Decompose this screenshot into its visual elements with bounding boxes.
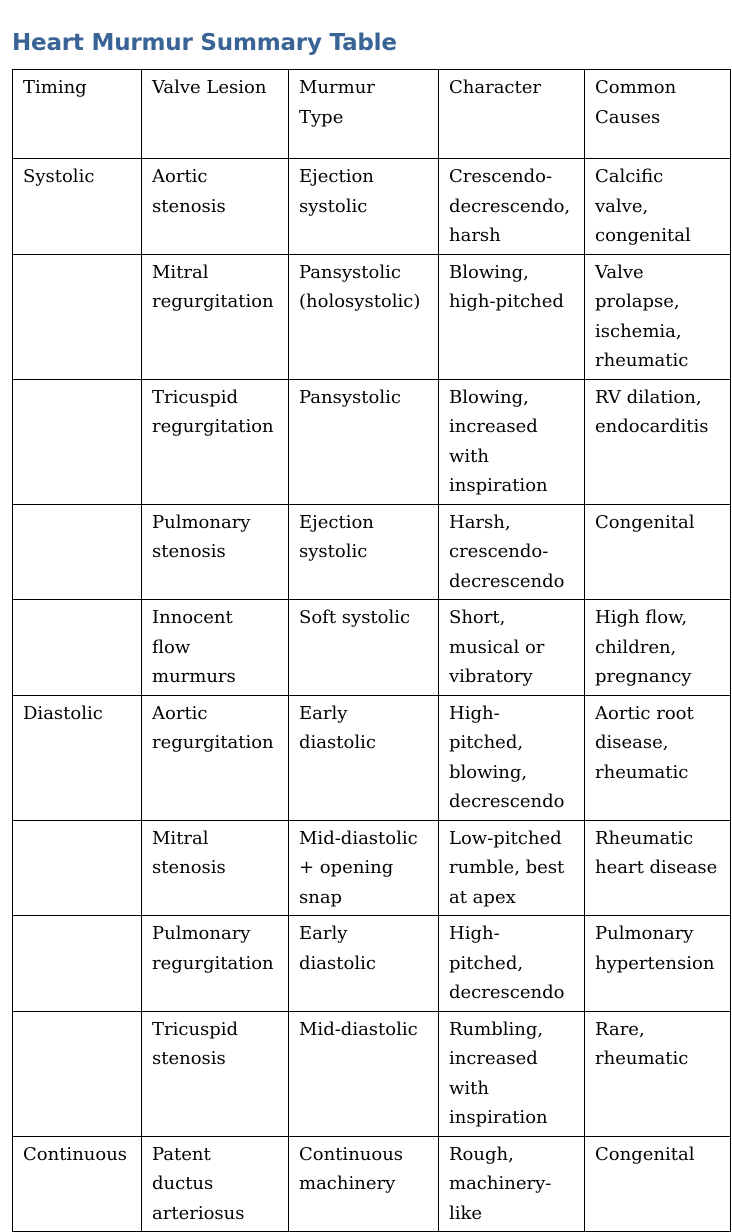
table-cell-character: Blowing, increased with inspiration [439, 379, 585, 504]
table-cell-common-causes: High flow, children, pregnancy [585, 600, 731, 696]
table-cell-character: Crescendo- decrescendo, harsh [439, 159, 585, 255]
table-cell-common-causes: Valve prolapse, ischemia, rheumatic [585, 254, 731, 379]
table-row [13, 1136, 731, 1232]
page-title: Heart Murmur Summary Table [12, 30, 397, 56]
table-cell-valve-lesion: Patent ductus arteriosus [142, 1136, 289, 1232]
table-row [13, 504, 731, 600]
table-cell-murmur-type: Ejection systolic [289, 159, 439, 255]
table-cell-valve-lesion: Aortic regurgitation [142, 695, 289, 820]
table-cell-valve-lesion: Tricuspid regurgitation [142, 379, 289, 504]
table-row [13, 1011, 731, 1136]
table-row [13, 379, 731, 504]
table-row [13, 600, 731, 696]
header-cell-common-causes: Common Causes [585, 70, 731, 159]
table-cell-common-causes: Rare, rheumatic [585, 1011, 731, 1136]
table-cell-murmur-type: Mid-diastolic + opening snap [289, 820, 439, 916]
table-cell-character: High- pitched, decrescendo [439, 916, 585, 1012]
table-cell-valve-lesion: Aortic stenosis [142, 159, 289, 255]
table-cell-valve-lesion: Pulmonary stenosis [142, 504, 289, 600]
header-row [13, 70, 731, 159]
header-cell-valve-lesion: Valve Lesion [142, 70, 289, 159]
table-row [13, 695, 731, 820]
table-cell-common-causes: Congenital [585, 1136, 731, 1232]
table-cell-common-causes: Calcific valve, congenital [585, 159, 731, 255]
table-cell-valve-lesion: Mitral regurgitation [142, 254, 289, 379]
header-cell-character: Character [439, 70, 585, 159]
table-cell-common-causes: Rheumatic heart disease [585, 820, 731, 916]
table-cell-common-causes: Congenital [585, 504, 731, 600]
table-cell-timing [13, 916, 142, 1012]
table-cell-character: Rumbling, increased with inspiration [439, 1011, 585, 1136]
table-cell-character: Harsh, crescendo- decrescendo [439, 504, 585, 600]
table-row [13, 159, 731, 255]
table-cell-common-causes: Aortic root disease, rheumatic [585, 695, 731, 820]
table-cell-valve-lesion: Pulmonary regurgitation [142, 916, 289, 1012]
table-cell-valve-lesion: Innocent flow murmurs [142, 600, 289, 696]
table-cell-timing [13, 600, 142, 696]
table-cell-murmur-type: Mid-diastolic [289, 1011, 439, 1136]
table-cell-common-causes: RV dilation, endocarditis [585, 379, 731, 504]
table-cell-murmur-type: Pansystolic (holosystolic) [289, 254, 439, 379]
table-cell-character: Rough, machinery- like [439, 1136, 585, 1232]
table-cell-timing: Diastolic [13, 695, 142, 820]
table-cell-murmur-type: Pansystolic [289, 379, 439, 504]
table-cell-murmur-type: Continuous machinery [289, 1136, 439, 1232]
murmur-summary-table [12, 69, 731, 1232]
table-row [13, 254, 731, 379]
table-cell-character: Short, musical or vibratory [439, 600, 585, 696]
table-cell-murmur-type: Early diastolic [289, 916, 439, 1012]
table-cell-valve-lesion: Mitral stenosis [142, 820, 289, 916]
table-cell-timing [13, 1011, 142, 1136]
table-cell-timing: Continuous [13, 1136, 142, 1232]
table-row [13, 820, 731, 916]
table-cell-murmur-type: Early diastolic [289, 695, 439, 820]
table-cell-character: High- pitched, blowing, decrescendo [439, 695, 585, 820]
header-cell-murmur-type: Murmur Type [289, 70, 439, 159]
table-cell-timing [13, 254, 142, 379]
table-cell-timing [13, 504, 142, 600]
table-cell-character: Low-pitched rumble, best at apex [439, 820, 585, 916]
table-cell-murmur-type: Ejection systolic [289, 504, 439, 600]
table-cell-timing [13, 379, 142, 504]
table-cell-valve-lesion: Tricuspid stenosis [142, 1011, 289, 1136]
header-cell-timing: Timing [13, 70, 142, 159]
table-cell-character: Blowing, high-pitched [439, 254, 585, 379]
table-cell-timing [13, 820, 142, 916]
table-cell-common-causes: Pulmonary hypertension [585, 916, 731, 1012]
table-cell-timing: Systolic [13, 159, 142, 255]
table-cell-murmur-type: Soft systolic [289, 600, 439, 696]
table-row [13, 916, 731, 1012]
